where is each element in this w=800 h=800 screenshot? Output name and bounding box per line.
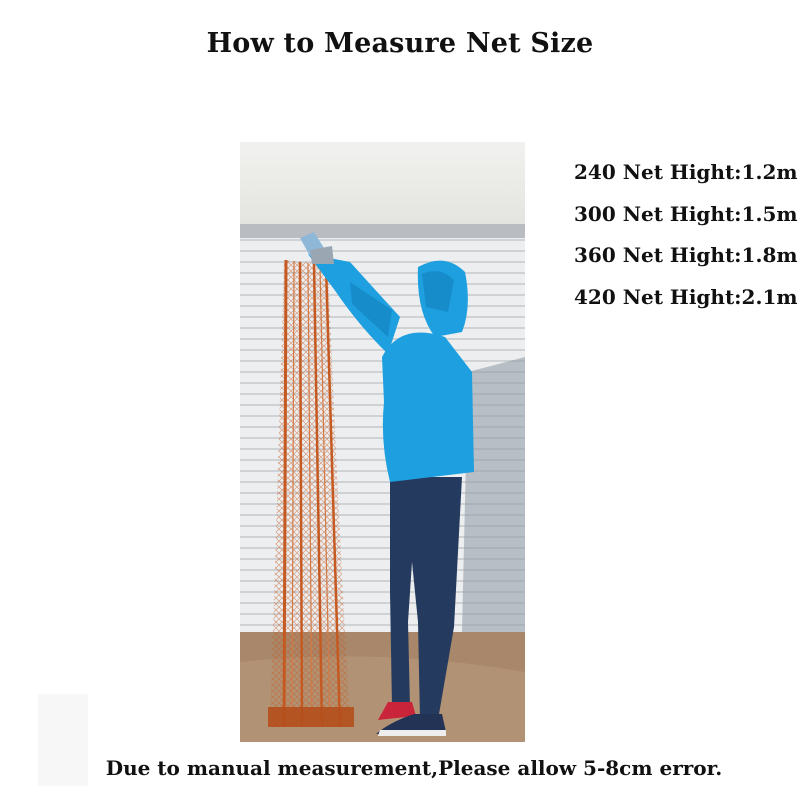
net-size-list (574, 152, 798, 318)
net-size-240: 240 Net Hight:1.2m (574, 160, 798, 184)
measurement-error-note: Due to manual measurement,Please allow 5-8cm error. (105, 756, 723, 780)
measurement-photo (240, 142, 525, 742)
page-title: How to Measure Net Size (206, 28, 594, 59)
net-size-300: 300 Net Hight:1.5m (574, 201, 798, 226)
wall-trim (240, 224, 525, 238)
net-size-360: 360 Net Hight:1.8m (574, 243, 798, 267)
net-size-420: 420 Net Hight:2.1m (574, 284, 798, 309)
wall-top-panel (240, 142, 525, 224)
